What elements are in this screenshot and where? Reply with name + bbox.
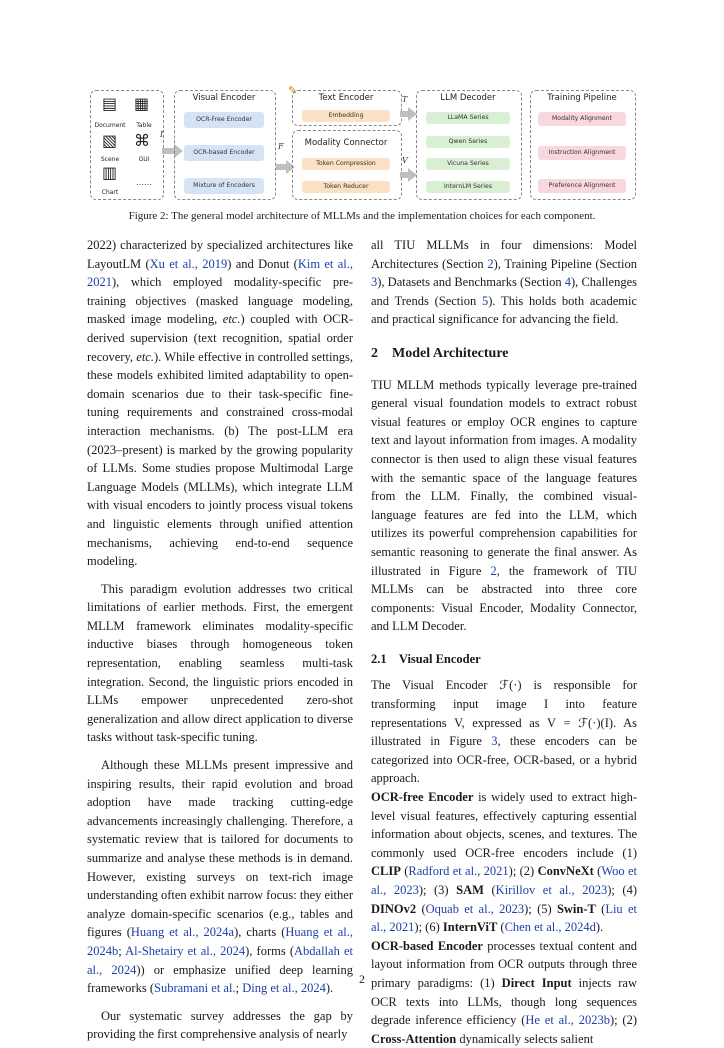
right-paragraph-1: all TIU MLLMs in four dimensions: Model Architectures (Section 2), Training Pipeline (Section 3), Datasets and Benchmarks (Section 4), Challenges and Trends (Section 5). This holds both academic and practical significance for advancing the field. [371, 238, 638, 327]
ocr-free-encoder-box: OCR-Free Encoder [184, 112, 264, 128]
text-encoder-title: Text Encoder [318, 93, 374, 103]
visual-encoder-title: Visual Encoder [192, 93, 256, 103]
ref-he-2023b[interactable]: He et al., 2023b [525, 1013, 610, 1028]
llama-series-box: LLaMA Series [426, 112, 510, 124]
architecture-figure [90, 86, 634, 204]
text-symbol: T [402, 95, 408, 104]
ref-ding-2024[interactable]: Ding et al., 2024 [242, 981, 326, 996]
ref-liu-2021[interactable]: Liu et al., 2021 [371, 901, 638, 935]
input-document-label: Document [94, 122, 126, 129]
instruction-alignment-box: Instruction Alignment [538, 146, 626, 160]
input-more-label: …… [136, 178, 152, 187]
subsection-heading-visual-encoder: 2.1 Visual Encoder [371, 651, 481, 666]
document-icon: ▤ [102, 96, 118, 113]
left-paragraph-2: This paradigm evolution addresses two critical limitations of earlier methods. First, the emergent MLLM framework eliminates modality-specific inductive biases through homogeneous token representation, enabling seamless multi-task integration. Second, the linguistic priors encoded in LLMs empower unprecedented zero-shot generalization and allow direct application to diverse tasks without task-specific tuning. [87, 581, 353, 745]
internlm-series-box: InternLM Series [426, 181, 510, 193]
token-reducer-box: Token Reducer [302, 181, 390, 193]
ref-huang-2024b[interactable]: Huang et al., 2024b [87, 925, 354, 958]
right-paragraph-3: The Visual Encoder ℱ(·) is responsible for transforming input image I into feature representations V, expressed as V = ℱ(·)(I). As illustrated in Figure 3, these encoders can be categorized into OCR-free, OCR-based, or a hybrid approach. [371, 678, 637, 786]
right-paragraph-2: TIU MLLM methods typically leverage pre-trained general visual foundation models to extract robust visual features or employ OCR engines to capture text and layout information from images. A modality connector is then used to align these visual features with the semantic space of the language features from the LLM. Finally, the combined visual-language features are fed into the LLM, which utilizes its powerful comprehension capabilities for semantic reasoning to generate the final answer. As illustrated in Figure 2, the framework of TIU MLLMs can be abstracted into three core components: Visual Encoder, Modality Connector, and LLM Decoder. [371, 377, 637, 634]
right-column [371, 236, 637, 1048]
qwen-series-box: Qwen Series [426, 136, 510, 148]
table-icon: ▦ [134, 96, 150, 113]
modality-connector-title: Modality Connector [304, 138, 388, 148]
chart-icon: ▥ [102, 165, 118, 182]
ref-abdallah-2024[interactable]: Abdallah et al., 2024 [87, 943, 353, 977]
left-column [87, 236, 353, 1044]
ref-kim-2021[interactable]: Kim et al., 2021 [87, 256, 353, 290]
link-section-4[interactable]: 4 [564, 275, 572, 290]
left-paragraph-4: Our systematic survey addresses the gap by providing the first comprehensive analysis of nearly [87, 1008, 353, 1042]
training-pipeline-title: Training Pipeline [547, 93, 617, 103]
ref-subramani[interactable]: Subramani et al. [154, 981, 236, 996]
left-paragraph-1: 2022) characterized by specialized architectures like LayoutLM (Xu et al., 2019) and Donut (Kim et al., 2021), which employed modality-specific pre-training objectives (masked language modeling, masked image modeling, etc.) coupled with OCR-derived supervision (text recognition, spatial order recovery, etc.). While effective in controlled settings, these models exhibited limited adaptability to open-domain scenarios due to their task-specific fine-tuning requirements and constrained cross-modal interaction mechanisms. (b) The post-LLM era (2023–present) is marked by the growing popularity of LLMs. Some studies propose Multimodal Large Language Models (MLLMs), which integrate LLM with visual encoders to jointly process visual tokens and linguistic elements through unified attention mechanisms, achieving end-to-end sequence modeling. [87, 238, 353, 569]
ref-kirillov-2023[interactable]: Kirillov et al., 2023 [495, 883, 608, 897]
token-compression-box: Token Compression [302, 158, 390, 170]
llm-decoder-title: LLM Decoder [440, 93, 496, 103]
right-paragraph-4: OCR-free Encoder is widely used to extract high-level visual features, effectively capturing essential information about objects, scenes, and textures. The commonly used OCR-free encoders include (1) CLIP (Radford et al., 2021); (2) ConvNeXt (Woo et al., 2023); (3) SAM (Kirillov et al., 2023); (4) DINOv2 (Oquab et al., 2023); (5) Swin-T (Liu et al., 2021); (6) InternViT (Chen et al., 2024d). [371, 790, 638, 935]
ref-radford-2021[interactable]: Radford et al., 2021 [408, 864, 509, 879]
input-chart-label: Chart [101, 189, 119, 196]
ref-woo-2023[interactable]: Woo et al., 2023 [371, 864, 637, 897]
input-table-label: Table [136, 122, 152, 129]
ref-al-shetairy-2024[interactable]: Al-Shetairy et al., 2024 [125, 943, 246, 958]
visual-encoder-symbol: F [278, 142, 284, 151]
ref-huang-2024a[interactable]: Huang et al., 2024a [130, 925, 235, 940]
embedding-box: Embedding [302, 110, 390, 122]
ref-oquab-2023[interactable]: Oquab et al., 2023 [425, 901, 525, 916]
arrow-text [400, 111, 408, 117]
page-number: 2 [359, 972, 365, 986]
input-gui-label: GUI [138, 156, 150, 163]
link-section-5[interactable]: 5 [482, 293, 489, 308]
vicuna-series-box: Vicuna Series [426, 158, 510, 170]
section-heading-model-architecture: 2 Model Architecture [371, 345, 509, 361]
ref-chen-2024d[interactable]: Chen et al., 2024d [504, 920, 596, 935]
image-symbol: I [160, 130, 164, 139]
ref-xu-2019[interactable]: Xu et al., 2019 [149, 256, 228, 271]
left-paragraph-3: Although these MLLMs present impressive and inspiring results, their rapid evolution and broad adoption have made tracking cutting-edge advancements increasingly challenging. Therefore, a systematic review that is tailored for documents to summarize and analyse these methods is in demand. However, existing surveys on text-rich image understanding often exhibit narrow focus: they either analyze domain-specific scenarios (e.g., tables and figures (Huang et al., 2024a), charts (Huang et al., 2024b; Al-Shetairy et al., 2024), forms (Abdallah et al., 2024)) or emphasize unified deep learning frameworks (Subramani et al.; Ding et al., 2024). [87, 758, 354, 996]
link-section-2[interactable]: 2 [487, 256, 494, 271]
scene-icon: ▧ [102, 133, 118, 150]
arrow-input [162, 148, 174, 154]
link-section-3[interactable]: 3 [371, 275, 378, 290]
link-figure-2[interactable]: 2 [490, 563, 497, 578]
modality-alignment-box: Modality Alignment [538, 112, 626, 126]
link-figure-3[interactable]: 3 [491, 734, 498, 749]
text-encoder-icon: ✎ [288, 85, 298, 97]
arrow-visual [276, 164, 286, 170]
input-scene-label: Scene [100, 156, 120, 163]
ocr-based-encoder-box: OCR-based Encoder [184, 145, 264, 161]
figure-caption: Figure 2: The general model architecture of MLLMs and the implementation choices for each component. [128, 210, 596, 222]
right-paragraph-5: OCR-based Encoder processes textual content and layout information from OCR outputs through three primary paradigms: (1) Direct Input injects raw OCR texts into LLMs, though long sequences degrade inference efficiency (He et al., 2023b); (2) Cross-Attention dynamically selects salient [371, 938, 637, 1046]
mixture-of-encoders-box: Mixture of Encoders [184, 178, 264, 194]
preference-alignment-box: Preference Alignment [538, 179, 626, 193]
gui-icon: ⌘ [134, 133, 150, 150]
visual-feature-symbol: V [402, 156, 408, 165]
arrow-connector [400, 172, 408, 178]
